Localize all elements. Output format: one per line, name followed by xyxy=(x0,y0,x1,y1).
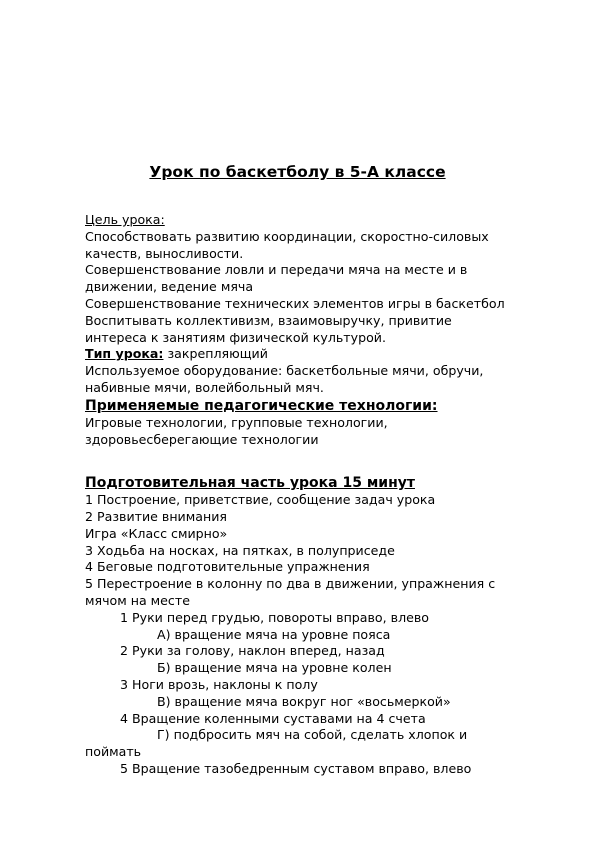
document-title: Урок по баскетболу в 5-А классе xyxy=(149,163,446,181)
goal-label: Цель урока: xyxy=(85,212,165,227)
prep-item: 4 Беговые подготовительные упражнения xyxy=(85,559,370,575)
exercise-subitem: Б) вращение мяча на уровне колен xyxy=(157,660,392,676)
exercise-item: 3 Ноги врозь, наклоны к полу xyxy=(120,676,318,692)
prep-part-heading: Подготовительная часть урока 15 минут xyxy=(85,475,415,492)
exercise-subitem: А) вращение мяча на уровне пояса xyxy=(157,626,391,642)
exercise-item: 1 Руки перед грудью, повороты вправо, влево xyxy=(120,609,429,625)
document-body xyxy=(85,212,555,778)
technologies-heading: Применяемые педагогические технологии: xyxy=(85,397,438,414)
exercise-subitem: Г) подбросить мяч на собой, сделать хлопок и xyxy=(157,727,468,743)
section-gap xyxy=(85,448,555,457)
goal-line: Совершенствование ловли и передачи мяча на месте и в xyxy=(85,262,468,278)
prep-item: 5 Перестроение в колонну по два в движении, упражнения с xyxy=(85,576,496,592)
prep-item: 2 Развитие внимания xyxy=(85,508,227,524)
lesson-type xyxy=(85,346,555,363)
exercise-item: 2 Руки за голову, наклон вперед, назад xyxy=(120,643,385,659)
prep-item: 3 Ходьба на носках, на пятках, в полуприседе xyxy=(85,542,395,558)
lesson-type-label: Тип урока: xyxy=(85,346,164,362)
goal-heading xyxy=(85,212,555,229)
exercise-item: 5 Вращение тазобедренным суставом вправо, влево xyxy=(120,760,472,776)
exercise-continuation: поймать xyxy=(85,744,142,760)
goal-line: Способствовать развитию координации, скоростно-силовых xyxy=(85,228,489,244)
goal-line: движении, ведение мяча xyxy=(85,279,254,295)
goal-line: Воспитывать коллективизм, взаимовыручку, привитие xyxy=(85,312,452,328)
exercise-subitem: В) вращение мяча вокруг ног «восьмеркой» xyxy=(157,693,451,709)
exercise-item: 4 Вращение коленными суставами на 4 счета xyxy=(120,710,426,726)
prep-item: Игра «Класс смирно» xyxy=(85,525,228,541)
equipment-line: Используемое оборудование: баскетбольные мячи, обручи, xyxy=(85,363,484,379)
goal-line: интереса к занятиям физической культурой. xyxy=(85,329,386,345)
technologies-line: здоровьесберегающие технологии xyxy=(85,431,319,447)
equipment-line: набивные мячи, волейбольный мяч. xyxy=(85,379,324,395)
goal-line: Совершенствование технических элементов игры в баскетбол xyxy=(85,295,505,311)
prep-item: 1 Построение, приветствие, сообщение задач урока xyxy=(85,492,436,508)
lesson-type-value: закрепляющий xyxy=(163,346,268,362)
goal-line: качеств, выносливости. xyxy=(85,245,244,261)
technologies-line: Игровые технологии, групповые технологии, xyxy=(85,414,388,430)
prep-item: мячом на месте xyxy=(85,592,190,608)
